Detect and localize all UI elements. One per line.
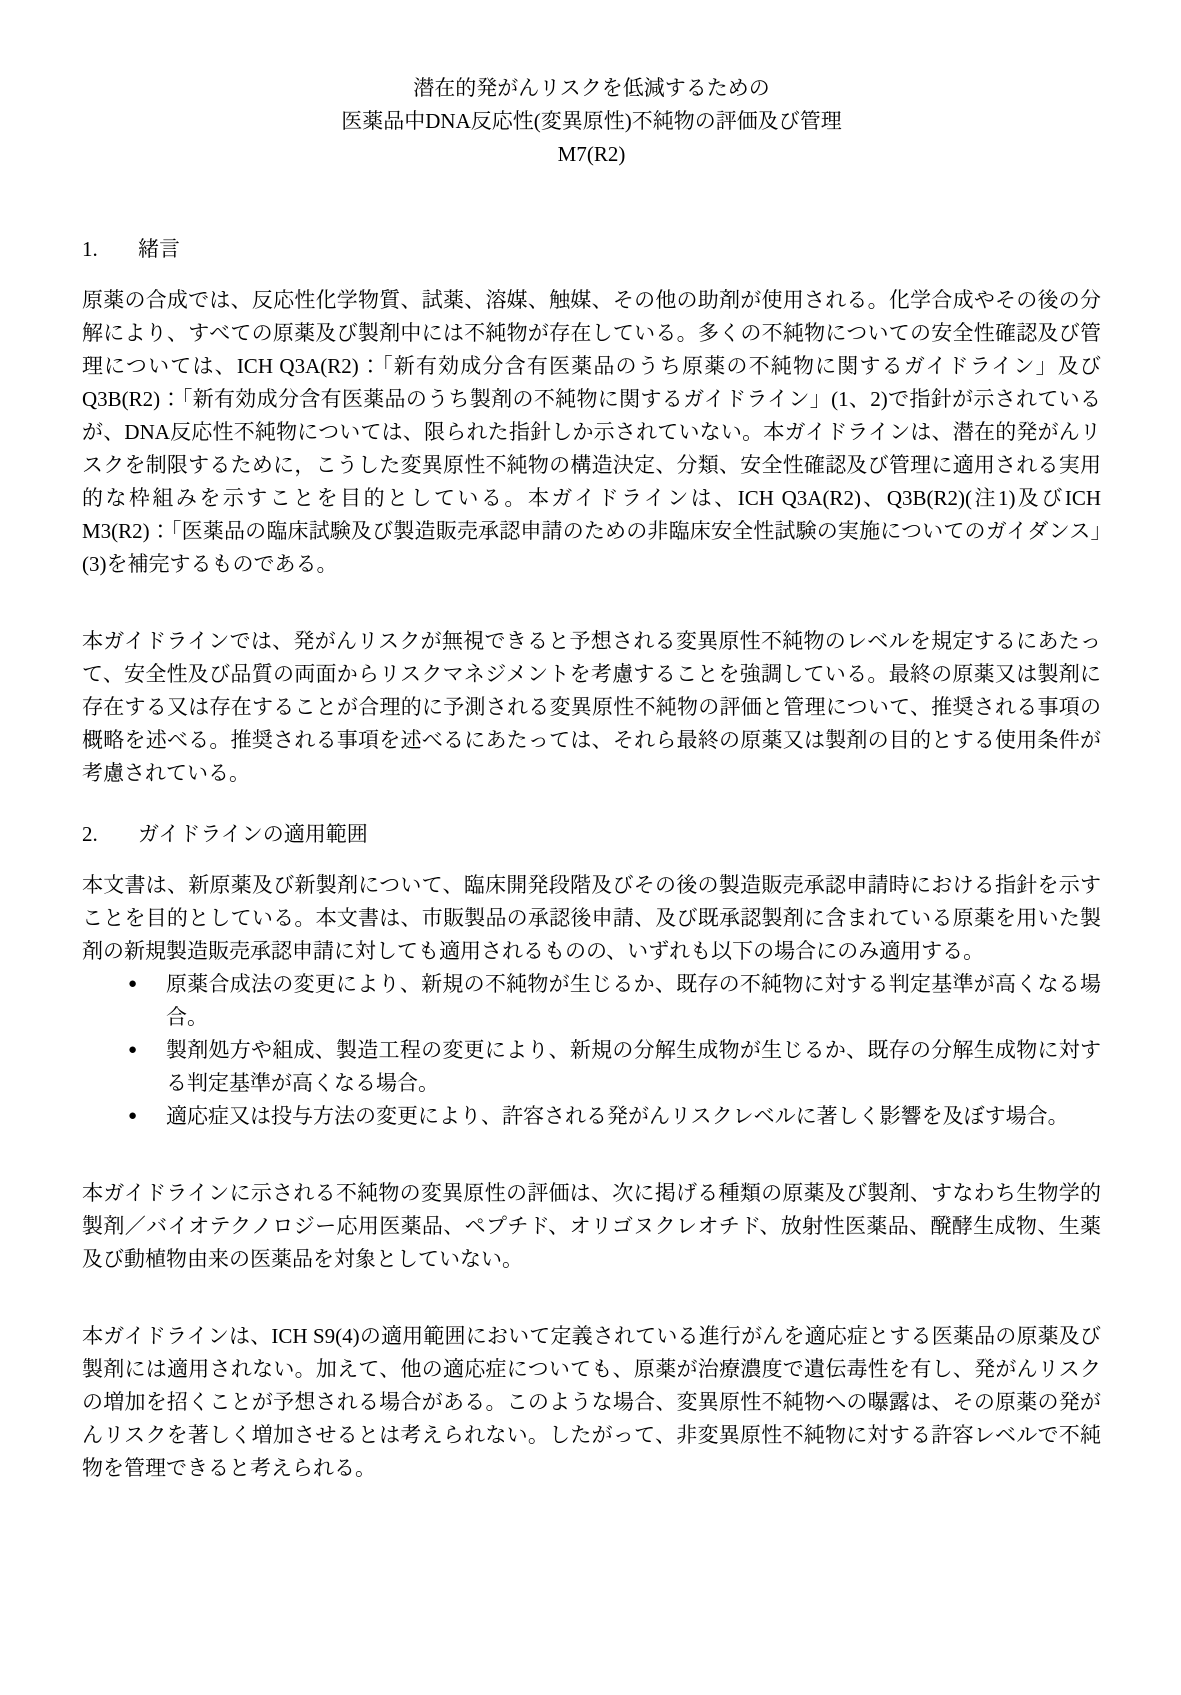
paragraph-spacer [82, 609, 1101, 625]
paragraph-spacer [82, 1304, 1101, 1320]
section-1-heading [82, 233, 1101, 266]
document-title [82, 72, 1101, 171]
section-2-paragraph-1: 本文書は、新原薬及び新製剤について、臨床開発段階及びその後の製造販売承認申請時における指針を示すことを目的としている。本文書は、市販製品の承認後申請、及び既承認製剤に含まれている原薬を用いた製剤の新規製造販売承認申請に対しても適用されるものの、いずれも以下の場合にのみ適用する。 [82, 873, 1101, 963]
bullet-text-3: 適応症又は投与方法の変更により、許容される発がんリスクレベルに著しく影響を及ぼす場合。 [166, 1104, 1069, 1128]
list-item [82, 1034, 1101, 1100]
scope-bullet-list [82, 968, 1101, 1133]
section-2-heading [82, 818, 1101, 851]
section-1-paragraph-2: 本ガイドラインでは、発がんリスクが無視できると予想される変異原性不純物のレベルを規定するにあたって、安全性及び品質の両面からリスクマネジメントを考慮することを強調している。最終の原薬又は製剤に存在する又は存在することが合理的に予測される変異原性不純物の評価と管理について、推奨される事項の概略を述べる。推奨される事項を述べるにあたっては、それら最終の原薬又は製剤の目的とする使用条件が考慮されている。 [82, 629, 1101, 785]
bullet-icon: ● [128, 1108, 138, 1124]
bullet-text-1: 原薬合成法の変更により、新規の不純物が生じるか、既存の不純物に対する判定基準が高くなる場合。 [166, 972, 1101, 1029]
bullet-icon: ● [128, 1042, 138, 1058]
section-1-title: 緒言 [138, 237, 180, 261]
title-line-2: 医薬品中DNA反応性(変異原性)不純物の評価及び管理 [341, 109, 842, 133]
section-2-number: 2. [82, 822, 98, 846]
section-2-title: ガイドラインの適用範囲 [138, 822, 368, 846]
title-line-1: 潜在的発がんリスクを低減するための [413, 76, 770, 100]
section-1-number: 1. [82, 237, 98, 261]
section-2-paragraph-3: 本ガイドラインは、ICH S9(4)の適用範囲において定義されている進行がんを適応症とする医薬品の原薬及び製剤には適用されない。加えて、他の適応症についても、原薬が治療濃度で遺伝毒性を有し、発がんリスクの増加を招くことが予想される場合がある。このような場合、変異原性不純物への曝露は、その原薬の発がんリスクを著しく増加させるとは考えられない。したがって、非変異原性不純物に対する許容レベルで不純物を管理できると考えられる。 [82, 1324, 1101, 1480]
section-1-paragraph-1: 原薬の合成では、反応性化学物質、試薬、溶媒、触媒、その他の助剤が使用される。化学合成やその後の分解により、すべての原薬及び製剤中には不純物が存在している。多くの不純物についての安全性確認及び管理については、ICH Q3A(R2)：「新有効成分含有医薬品のうち原薬の不純物に関するガイドライン」及びQ3B(R2)：「新有効成分含有医薬品のうち製剤の不純物に関するガイドライン」(1、2)で指針が示されているが、DNA反応性不純物については、限られた指針しか示されていない。本ガイドラインは、潜在的発がんリスクを制限するために，こうした変異原性不純物の構造決定、分類、安全性確認及び管理に適用される実用的な枠組みを示すことを目的としている。本ガイドラインは、ICH Q3A(R2)、Q3B(R2)(注1)及びICH M3(R2)：「医薬品の臨床試験及び製造販売承認申請のための非臨床安全性試験の実施についてのガイダンス」(3)を補完するものである。 [82, 288, 1101, 576]
list-item [82, 1100, 1101, 1133]
list-item [82, 968, 1101, 1034]
title-line-3: M7(R2) [557, 142, 626, 166]
bullet-text-2: 製剤処方や組成、製造工程の変更により、新規の分解生成物が生じるか、既存の分解生成物に対する判定基準が高くなる場合。 [166, 1038, 1101, 1095]
section-2-paragraph-2: 本ガイドラインに示される不純物の変異原性の評価は、次に掲げる種類の原薬及び製剤、すなわち生物学的製剤／バイオテクノロジー応用医薬品、ペプチド、オリゴヌクレオチド、放射性医薬品、醗酵生成物、生薬及び動植物由来の医薬品を対象としていない。 [82, 1181, 1101, 1271]
bullet-icon: ● [128, 976, 138, 992]
